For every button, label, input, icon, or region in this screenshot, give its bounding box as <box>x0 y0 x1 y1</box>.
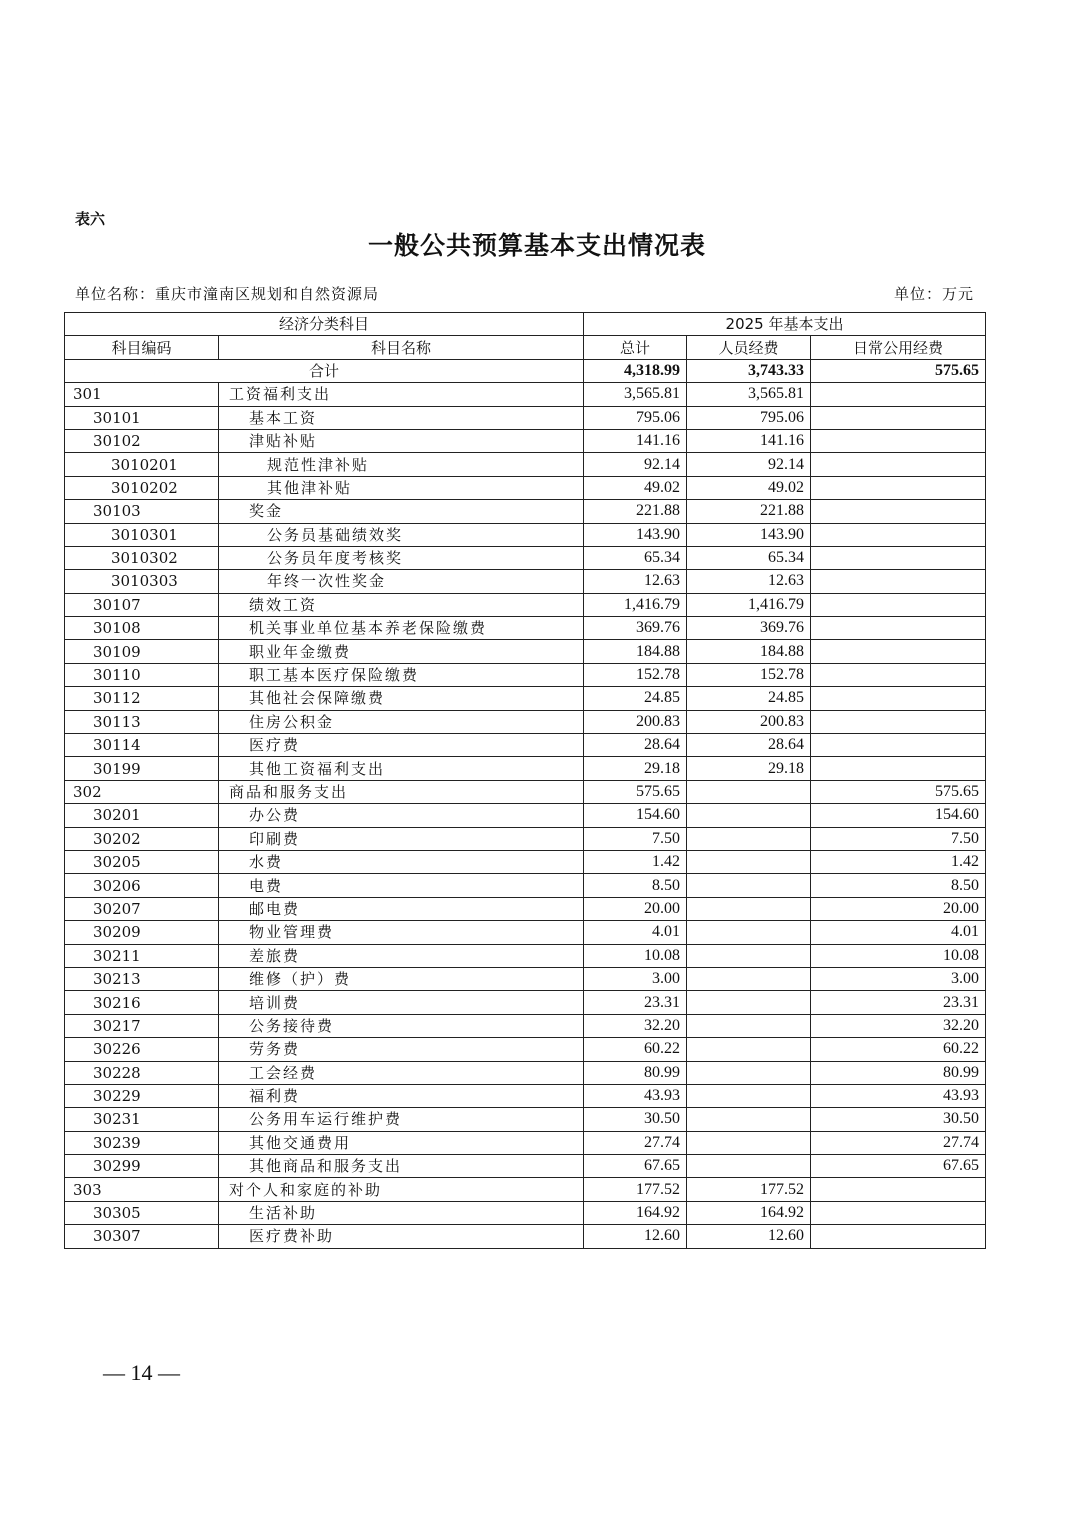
row-total: 200.83 <box>584 710 687 733</box>
row-name: 奖金 <box>219 500 584 523</box>
row-public: 7.50 <box>811 827 986 850</box>
row-personnel <box>687 897 811 920</box>
row-name: 医疗费补助 <box>219 1225 584 1248</box>
row-public: 10.08 <box>811 944 986 967</box>
row-personnel: 29.18 <box>687 757 811 780</box>
row-name: 医疗费 <box>219 734 584 757</box>
row-personnel <box>687 991 811 1014</box>
row-code: 30107 <box>65 593 219 616</box>
table-row <box>65 921 986 944</box>
row-total: 1.42 <box>584 850 687 873</box>
row-name: 职业年金缴费 <box>219 640 584 663</box>
row-name: 其他社会保障缴费 <box>219 687 584 710</box>
row-code: 30207 <box>65 897 219 920</box>
table-row <box>65 757 986 780</box>
row-personnel <box>687 1014 811 1037</box>
row-code: 30239 <box>65 1131 219 1154</box>
row-personnel: 65.34 <box>687 546 811 569</box>
table-row <box>65 827 986 850</box>
table-row <box>65 1014 986 1037</box>
header-economic-category: 经济分类科目 <box>65 313 584 336</box>
row-name: 办公费 <box>219 804 584 827</box>
header-row-group <box>65 313 986 336</box>
table-row <box>65 734 986 757</box>
table-row <box>65 476 986 499</box>
row-personnel <box>687 874 811 897</box>
row-public <box>811 757 986 780</box>
row-total: 67.65 <box>584 1155 687 1178</box>
row-code: 30206 <box>65 874 219 897</box>
page-number: — 14 — <box>103 1360 180 1385</box>
row-code: 30102 <box>65 429 219 452</box>
row-total: 3,565.81 <box>584 383 687 406</box>
header-total: 总计 <box>584 336 687 359</box>
row-code: 30299 <box>65 1155 219 1178</box>
table-row <box>65 710 986 733</box>
row-public: 67.65 <box>811 1155 986 1178</box>
row-name: 商品和服务支出 <box>219 780 584 803</box>
table-row <box>65 640 986 663</box>
page-title: 一般公共预算基本支出情况表 <box>367 231 706 260</box>
row-public <box>811 453 986 476</box>
row-public: 8.50 <box>811 874 986 897</box>
row-code: 302 <box>65 780 219 803</box>
row-code: 30205 <box>65 850 219 873</box>
row-total: 24.85 <box>584 687 687 710</box>
row-name: 差旅费 <box>219 944 584 967</box>
row-code: 3010202 <box>65 476 219 499</box>
row-total: 795.06 <box>584 406 687 429</box>
row-code: 30201 <box>65 804 219 827</box>
row-name: 工会经费 <box>219 1061 584 1084</box>
row-total: 143.90 <box>584 523 687 546</box>
total-label: 合计 <box>65 359 584 382</box>
row-personnel: 12.60 <box>687 1225 811 1248</box>
row-name: 公务用车运行维护费 <box>219 1108 584 1131</box>
row-name: 其他工资福利支出 <box>219 757 584 780</box>
row-public <box>811 429 986 452</box>
table-row <box>65 1178 986 1201</box>
row-personnel: 3,565.81 <box>687 383 811 406</box>
row-personnel <box>687 1038 811 1061</box>
row-public: 23.31 <box>811 991 986 1014</box>
row-name: 生活补助 <box>219 1201 584 1224</box>
table-row <box>65 500 986 523</box>
row-total: 154.60 <box>584 804 687 827</box>
total-public: 575.65 <box>811 359 986 382</box>
row-public <box>811 523 986 546</box>
budget-table <box>64 312 986 1249</box>
row-personnel: 795.06 <box>687 406 811 429</box>
row-code: 3010201 <box>65 453 219 476</box>
row-total: 20.00 <box>584 897 687 920</box>
row-public <box>811 1201 986 1224</box>
table-row <box>65 1108 986 1131</box>
row-total: 575.65 <box>584 780 687 803</box>
row-code: 30226 <box>65 1038 219 1061</box>
row-code: 3010302 <box>65 546 219 569</box>
row-name: 水费 <box>219 850 584 873</box>
row-personnel: 152.78 <box>687 663 811 686</box>
row-public <box>811 593 986 616</box>
row-name: 住房公积金 <box>219 710 584 733</box>
row-total: 1,416.79 <box>584 593 687 616</box>
row-name: 绩效工资 <box>219 593 584 616</box>
row-public <box>811 406 986 429</box>
table-row <box>65 687 986 710</box>
row-name: 津贴补贴 <box>219 429 584 452</box>
row-code: 30199 <box>65 757 219 780</box>
row-total: 3.00 <box>584 967 687 990</box>
table-label: 表六 <box>75 210 106 228</box>
row-public <box>811 546 986 569</box>
row-total: 8.50 <box>584 874 687 897</box>
row-public <box>811 734 986 757</box>
row-total: 43.93 <box>584 1084 687 1107</box>
row-total: 7.50 <box>584 827 687 850</box>
row-name: 其他商品和服务支出 <box>219 1155 584 1178</box>
row-total: 80.99 <box>584 1061 687 1084</box>
table-row <box>65 850 986 873</box>
row-public: 1.42 <box>811 850 986 873</box>
row-public <box>811 476 986 499</box>
table-row <box>65 570 986 593</box>
row-personnel <box>687 944 811 967</box>
table-row <box>65 523 986 546</box>
row-public: 32.20 <box>811 1014 986 1037</box>
row-personnel: 24.85 <box>687 687 811 710</box>
table-row <box>65 663 986 686</box>
row-public <box>811 710 986 733</box>
row-total: 60.22 <box>584 1038 687 1061</box>
row-personnel <box>687 921 811 944</box>
row-name: 维修（护）费 <box>219 967 584 990</box>
row-public: 575.65 <box>811 780 986 803</box>
row-code: 30211 <box>65 944 219 967</box>
row-code: 3010303 <box>65 570 219 593</box>
total-row <box>65 359 986 382</box>
row-personnel: 221.88 <box>687 500 811 523</box>
row-name: 年终一次性奖金 <box>219 570 584 593</box>
row-code: 30228 <box>65 1061 219 1084</box>
row-name: 福利费 <box>219 1084 584 1107</box>
row-code: 30217 <box>65 1014 219 1037</box>
row-name: 基本工资 <box>219 406 584 429</box>
table-row <box>65 1038 986 1061</box>
row-public <box>811 663 986 686</box>
row-total: 49.02 <box>584 476 687 499</box>
row-name: 规范性津补贴 <box>219 453 584 476</box>
table-row <box>65 1061 986 1084</box>
row-personnel <box>687 967 811 990</box>
table-row <box>65 991 986 1014</box>
row-code: 30213 <box>65 967 219 990</box>
row-public: 43.93 <box>811 1084 986 1107</box>
table-row <box>65 804 986 827</box>
row-personnel <box>687 1061 811 1084</box>
row-public: 154.60 <box>811 804 986 827</box>
table-row <box>65 780 986 803</box>
row-personnel: 1,416.79 <box>687 593 811 616</box>
row-personnel: 369.76 <box>687 617 811 640</box>
row-total: 141.16 <box>584 429 687 452</box>
table-row <box>65 593 986 616</box>
table-row <box>65 617 986 640</box>
row-personnel <box>687 827 811 850</box>
row-personnel: 92.14 <box>687 453 811 476</box>
row-total: 10.08 <box>584 944 687 967</box>
row-personnel: 184.88 <box>687 640 811 663</box>
row-personnel: 12.63 <box>687 570 811 593</box>
row-total: 184.88 <box>584 640 687 663</box>
row-total: 29.18 <box>584 757 687 780</box>
unit-label: 单位：万元 <box>893 285 974 303</box>
row-total: 65.34 <box>584 546 687 569</box>
row-personnel: 49.02 <box>687 476 811 499</box>
row-name: 其他津补贴 <box>219 476 584 499</box>
row-code: 30103 <box>65 500 219 523</box>
table-row <box>65 897 986 920</box>
row-code: 3010301 <box>65 523 219 546</box>
row-personnel: 28.64 <box>687 734 811 757</box>
row-name: 机关事业单位基本养老保险缴费 <box>219 617 584 640</box>
row-code: 30307 <box>65 1225 219 1248</box>
table-row <box>65 453 986 476</box>
row-total: 12.63 <box>584 570 687 593</box>
row-public <box>811 687 986 710</box>
total-personnel: 3,743.33 <box>687 359 811 382</box>
row-code: 30112 <box>65 687 219 710</box>
row-total: 23.31 <box>584 991 687 1014</box>
row-total: 177.52 <box>584 1178 687 1201</box>
table-row <box>65 1131 986 1154</box>
row-public: 80.99 <box>811 1061 986 1084</box>
row-personnel: 141.16 <box>687 429 811 452</box>
table-row <box>65 967 986 990</box>
row-code: 30101 <box>65 406 219 429</box>
row-public: 4.01 <box>811 921 986 944</box>
row-code: 303 <box>65 1178 219 1201</box>
row-code: 30202 <box>65 827 219 850</box>
row-total: 369.76 <box>584 617 687 640</box>
row-personnel: 177.52 <box>687 1178 811 1201</box>
row-code: 30108 <box>65 617 219 640</box>
header-name: 科目名称 <box>219 336 584 359</box>
table-row <box>65 546 986 569</box>
row-public <box>811 1178 986 1201</box>
row-total: 30.50 <box>584 1108 687 1131</box>
row-name: 工资福利支出 <box>219 383 584 406</box>
row-public: 3.00 <box>811 967 986 990</box>
row-name: 邮电费 <box>219 897 584 920</box>
row-name: 劳务费 <box>219 1038 584 1061</box>
table-row <box>65 383 986 406</box>
row-name: 公务员年度考核奖 <box>219 546 584 569</box>
table-row <box>65 429 986 452</box>
table-row <box>65 874 986 897</box>
row-public <box>811 383 986 406</box>
row-public <box>811 640 986 663</box>
row-public <box>811 570 986 593</box>
row-public <box>811 617 986 640</box>
row-code: 30109 <box>65 640 219 663</box>
total-amount: 4,318.99 <box>584 359 687 382</box>
table-row <box>65 1084 986 1107</box>
row-total: 32.20 <box>584 1014 687 1037</box>
row-total: 12.60 <box>584 1225 687 1248</box>
row-name: 印刷费 <box>219 827 584 850</box>
table-row <box>65 1201 986 1224</box>
row-public: 20.00 <box>811 897 986 920</box>
table-row <box>65 1155 986 1178</box>
row-name: 公务员基础绩效奖 <box>219 523 584 546</box>
row-personnel <box>687 850 811 873</box>
header-public: 日常公用经费 <box>811 336 986 359</box>
row-code: 30216 <box>65 991 219 1014</box>
row-public <box>811 1225 986 1248</box>
table-row <box>65 944 986 967</box>
row-name: 电费 <box>219 874 584 897</box>
row-total: 92.14 <box>584 453 687 476</box>
row-total: 4.01 <box>584 921 687 944</box>
row-code: 301 <box>65 383 219 406</box>
row-code: 30113 <box>65 710 219 733</box>
header-basic-expenditure: 2025 年基本支出 <box>584 313 986 336</box>
row-code: 30114 <box>65 734 219 757</box>
header-row-columns <box>65 336 986 359</box>
row-total: 221.88 <box>584 500 687 523</box>
row-code: 30305 <box>65 1201 219 1224</box>
row-total: 27.74 <box>584 1131 687 1154</box>
row-public: 27.74 <box>811 1131 986 1154</box>
row-total: 152.78 <box>584 663 687 686</box>
row-code: 30110 <box>65 663 219 686</box>
row-total: 28.64 <box>584 734 687 757</box>
header-personnel: 人员经费 <box>687 336 811 359</box>
row-personnel: 164.92 <box>687 1201 811 1224</box>
row-personnel <box>687 780 811 803</box>
table-row <box>65 1225 986 1248</box>
row-personnel <box>687 804 811 827</box>
row-public: 30.50 <box>811 1108 986 1131</box>
row-personnel <box>687 1131 811 1154</box>
row-name: 其他交通费用 <box>219 1131 584 1154</box>
row-name: 物业管理费 <box>219 921 584 944</box>
row-public: 60.22 <box>811 1038 986 1061</box>
header-code: 科目编码 <box>65 336 219 359</box>
row-name: 培训费 <box>219 991 584 1014</box>
row-total: 164.92 <box>584 1201 687 1224</box>
row-personnel <box>687 1108 811 1131</box>
row-code: 30209 <box>65 921 219 944</box>
row-name: 对个人和家庭的补助 <box>219 1178 584 1201</box>
row-personnel <box>687 1155 811 1178</box>
table-row <box>65 406 986 429</box>
row-personnel: 200.83 <box>687 710 811 733</box>
row-name: 职工基本医疗保险缴费 <box>219 663 584 686</box>
row-public <box>811 500 986 523</box>
row-personnel: 143.90 <box>687 523 811 546</box>
row-code: 30231 <box>65 1108 219 1131</box>
row-personnel <box>687 1084 811 1107</box>
unit-name: 单位名称：重庆市潼南区规划和自然资源局 <box>75 285 380 303</box>
row-name: 公务接待费 <box>219 1014 584 1037</box>
row-code: 30229 <box>65 1084 219 1107</box>
